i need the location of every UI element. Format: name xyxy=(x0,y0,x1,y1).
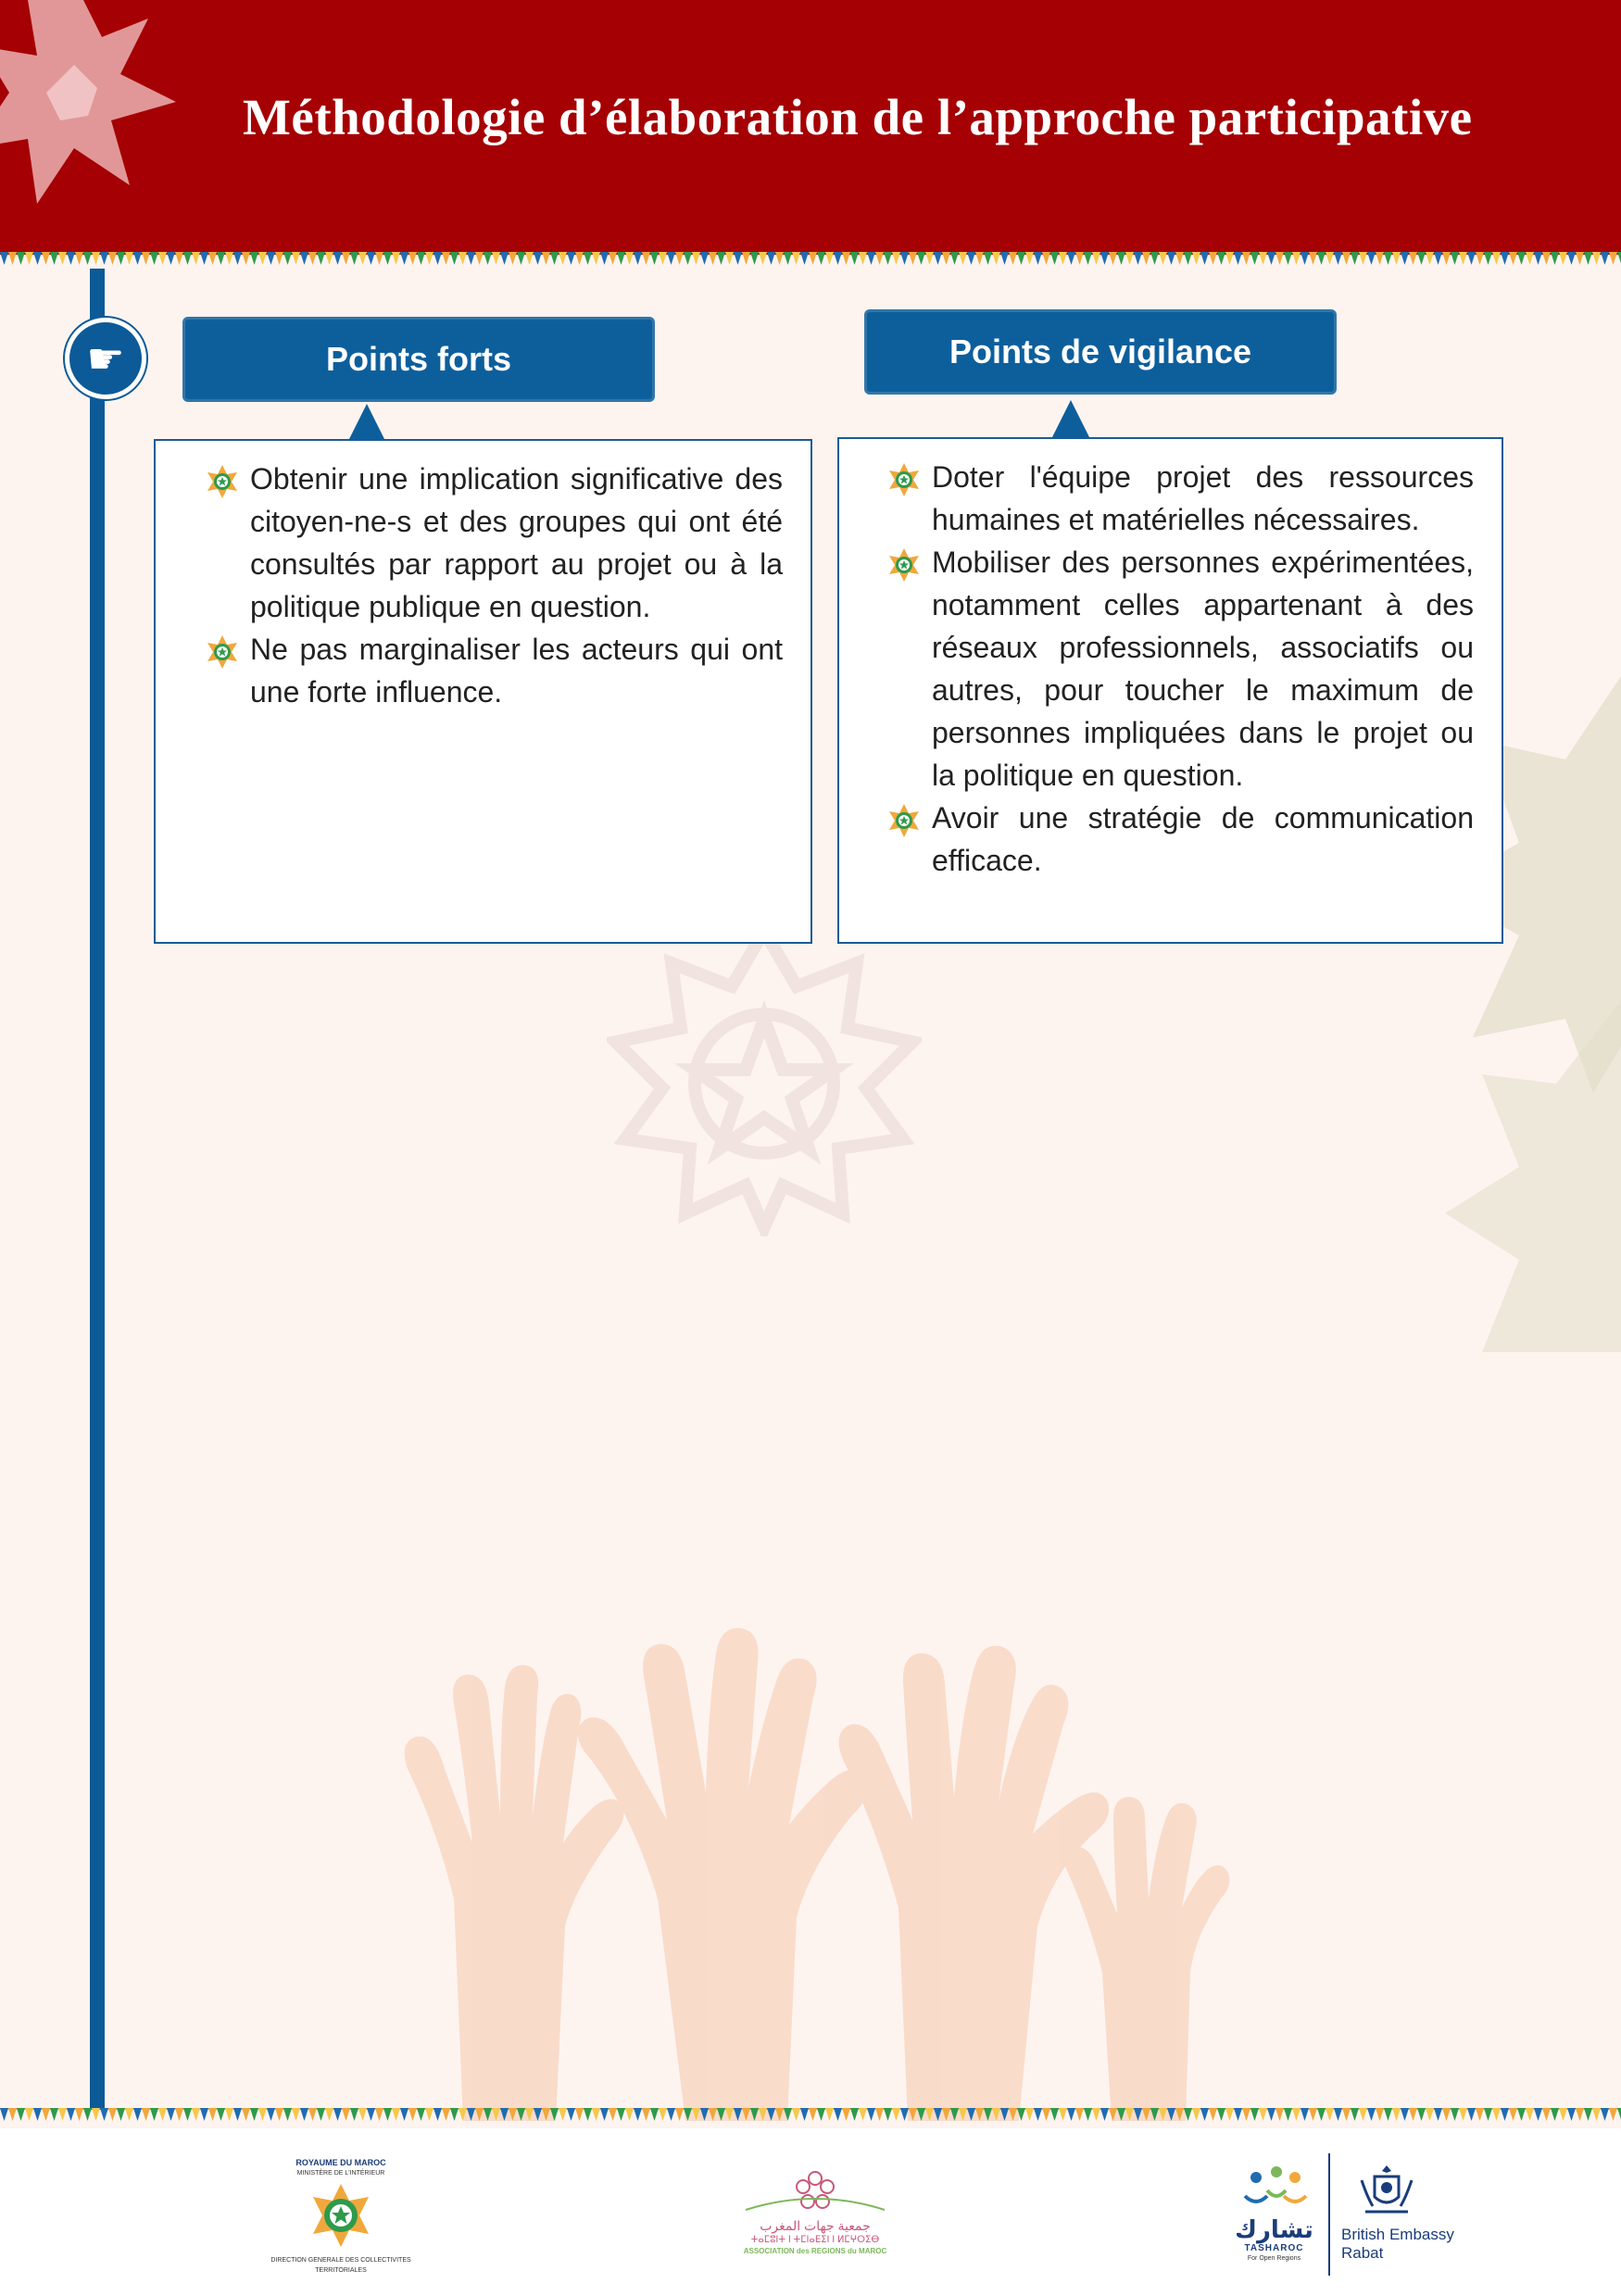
emblem-icon xyxy=(248,2178,434,2251)
background-hands xyxy=(352,1621,1278,2121)
star-bullet-icon xyxy=(886,802,923,839)
star-bullet-icon xyxy=(886,461,923,498)
list-item xyxy=(886,456,1474,541)
timeline-bar xyxy=(90,269,105,2110)
page-header xyxy=(0,0,1621,255)
banner-arrow-right xyxy=(1052,400,1089,437)
list-item-text: Mobiliser des personnes expérimentées, notamment celles appartenant à des réseaux professionnels, associatifs ou autres, pour toucher le maximum de personnes impliquées dans le projet ou la politique en question. xyxy=(932,546,1474,792)
logo4-line1: British Embassy xyxy=(1341,2226,1454,2243)
logo2-caption: ASSOCIATION des REGIONS du MAROC xyxy=(743,2247,887,2255)
logo2-arabic: جمعية جهات المغرب xyxy=(760,2218,871,2233)
royal-coat-of-arms-icon xyxy=(1352,2160,1421,2221)
ministry-interior-logo xyxy=(248,2158,434,2274)
points-forts-box xyxy=(154,439,812,944)
decorative-bunting-bottom xyxy=(0,2108,1621,2128)
logo-divider xyxy=(1328,2153,1330,2276)
points-de-vigilance-box xyxy=(837,437,1503,944)
tasharoc-logo xyxy=(1230,2163,1318,2278)
points-de-vigilance-banner: Points de vigilance xyxy=(864,309,1337,395)
logo3-arabic: تشارك xyxy=(1235,2215,1313,2243)
list-item-text: Doter l'équipe projet des ressources humaines et matérielles nécessaires. xyxy=(932,460,1474,536)
british-embassy-logo xyxy=(1341,2160,1499,2271)
page-title: Méthodologie d’élaboration de l’approche participative xyxy=(243,89,1473,145)
points-de-vigilance-list xyxy=(886,456,1474,882)
list-item xyxy=(204,458,783,628)
list-item xyxy=(204,628,783,713)
logo1-line2: MINISTÈRE DE L'INTÉRIEUR xyxy=(296,2170,385,2177)
list-item-text: Ne pas marginaliser les acteurs qui ont une forte influence. xyxy=(250,633,783,709)
people-icon xyxy=(1230,2163,1318,2211)
star-bullet-icon xyxy=(204,463,241,500)
logo3-latin: TASHAROC xyxy=(1244,2243,1304,2253)
star-bullet-icon xyxy=(886,546,923,583)
list-item xyxy=(886,797,1474,882)
pointing-hand-badge xyxy=(65,318,146,399)
logo1-caption: DIRECTION GENERALE DES COLLECTIVITES TERRITORIALES xyxy=(270,2257,411,2274)
list-item xyxy=(886,541,1474,797)
banner-arrow-left xyxy=(348,404,385,441)
logo3-caption: For Open Regions xyxy=(1247,2255,1301,2262)
points-forts-list xyxy=(204,458,783,713)
star-bullet-icon xyxy=(204,634,241,671)
decorative-star-icon xyxy=(0,0,185,232)
background-emblem-watermark xyxy=(607,922,922,1236)
logo4-line2: Rabat xyxy=(1341,2244,1384,2262)
logo2-tifinagh: ⵜⴰⵎⵓⵏⵜ ⵏ ⵜⵎⵏⴰⴹⵉⵏ ⵏ ⵍⵎⵖⵔⵉⴱ xyxy=(750,2235,880,2245)
list-item-text: Avoir une stratégie de communication efficace. xyxy=(932,801,1474,877)
points-forts-banner: Points forts xyxy=(182,317,655,402)
decorative-bunting-top xyxy=(0,252,1621,272)
flower-icon xyxy=(727,2169,903,2214)
logo1-line1: ROYAUME DU MAROC xyxy=(295,2158,386,2167)
list-item-text: Obtenir une implication significative des citoyen-ne-s et des groupes qui ont été consultés par rapport au projet ou à la politique publique en question. xyxy=(250,462,783,623)
association-regions-logo xyxy=(727,2169,903,2271)
pointing-hand-icon: ☛ xyxy=(86,333,125,383)
